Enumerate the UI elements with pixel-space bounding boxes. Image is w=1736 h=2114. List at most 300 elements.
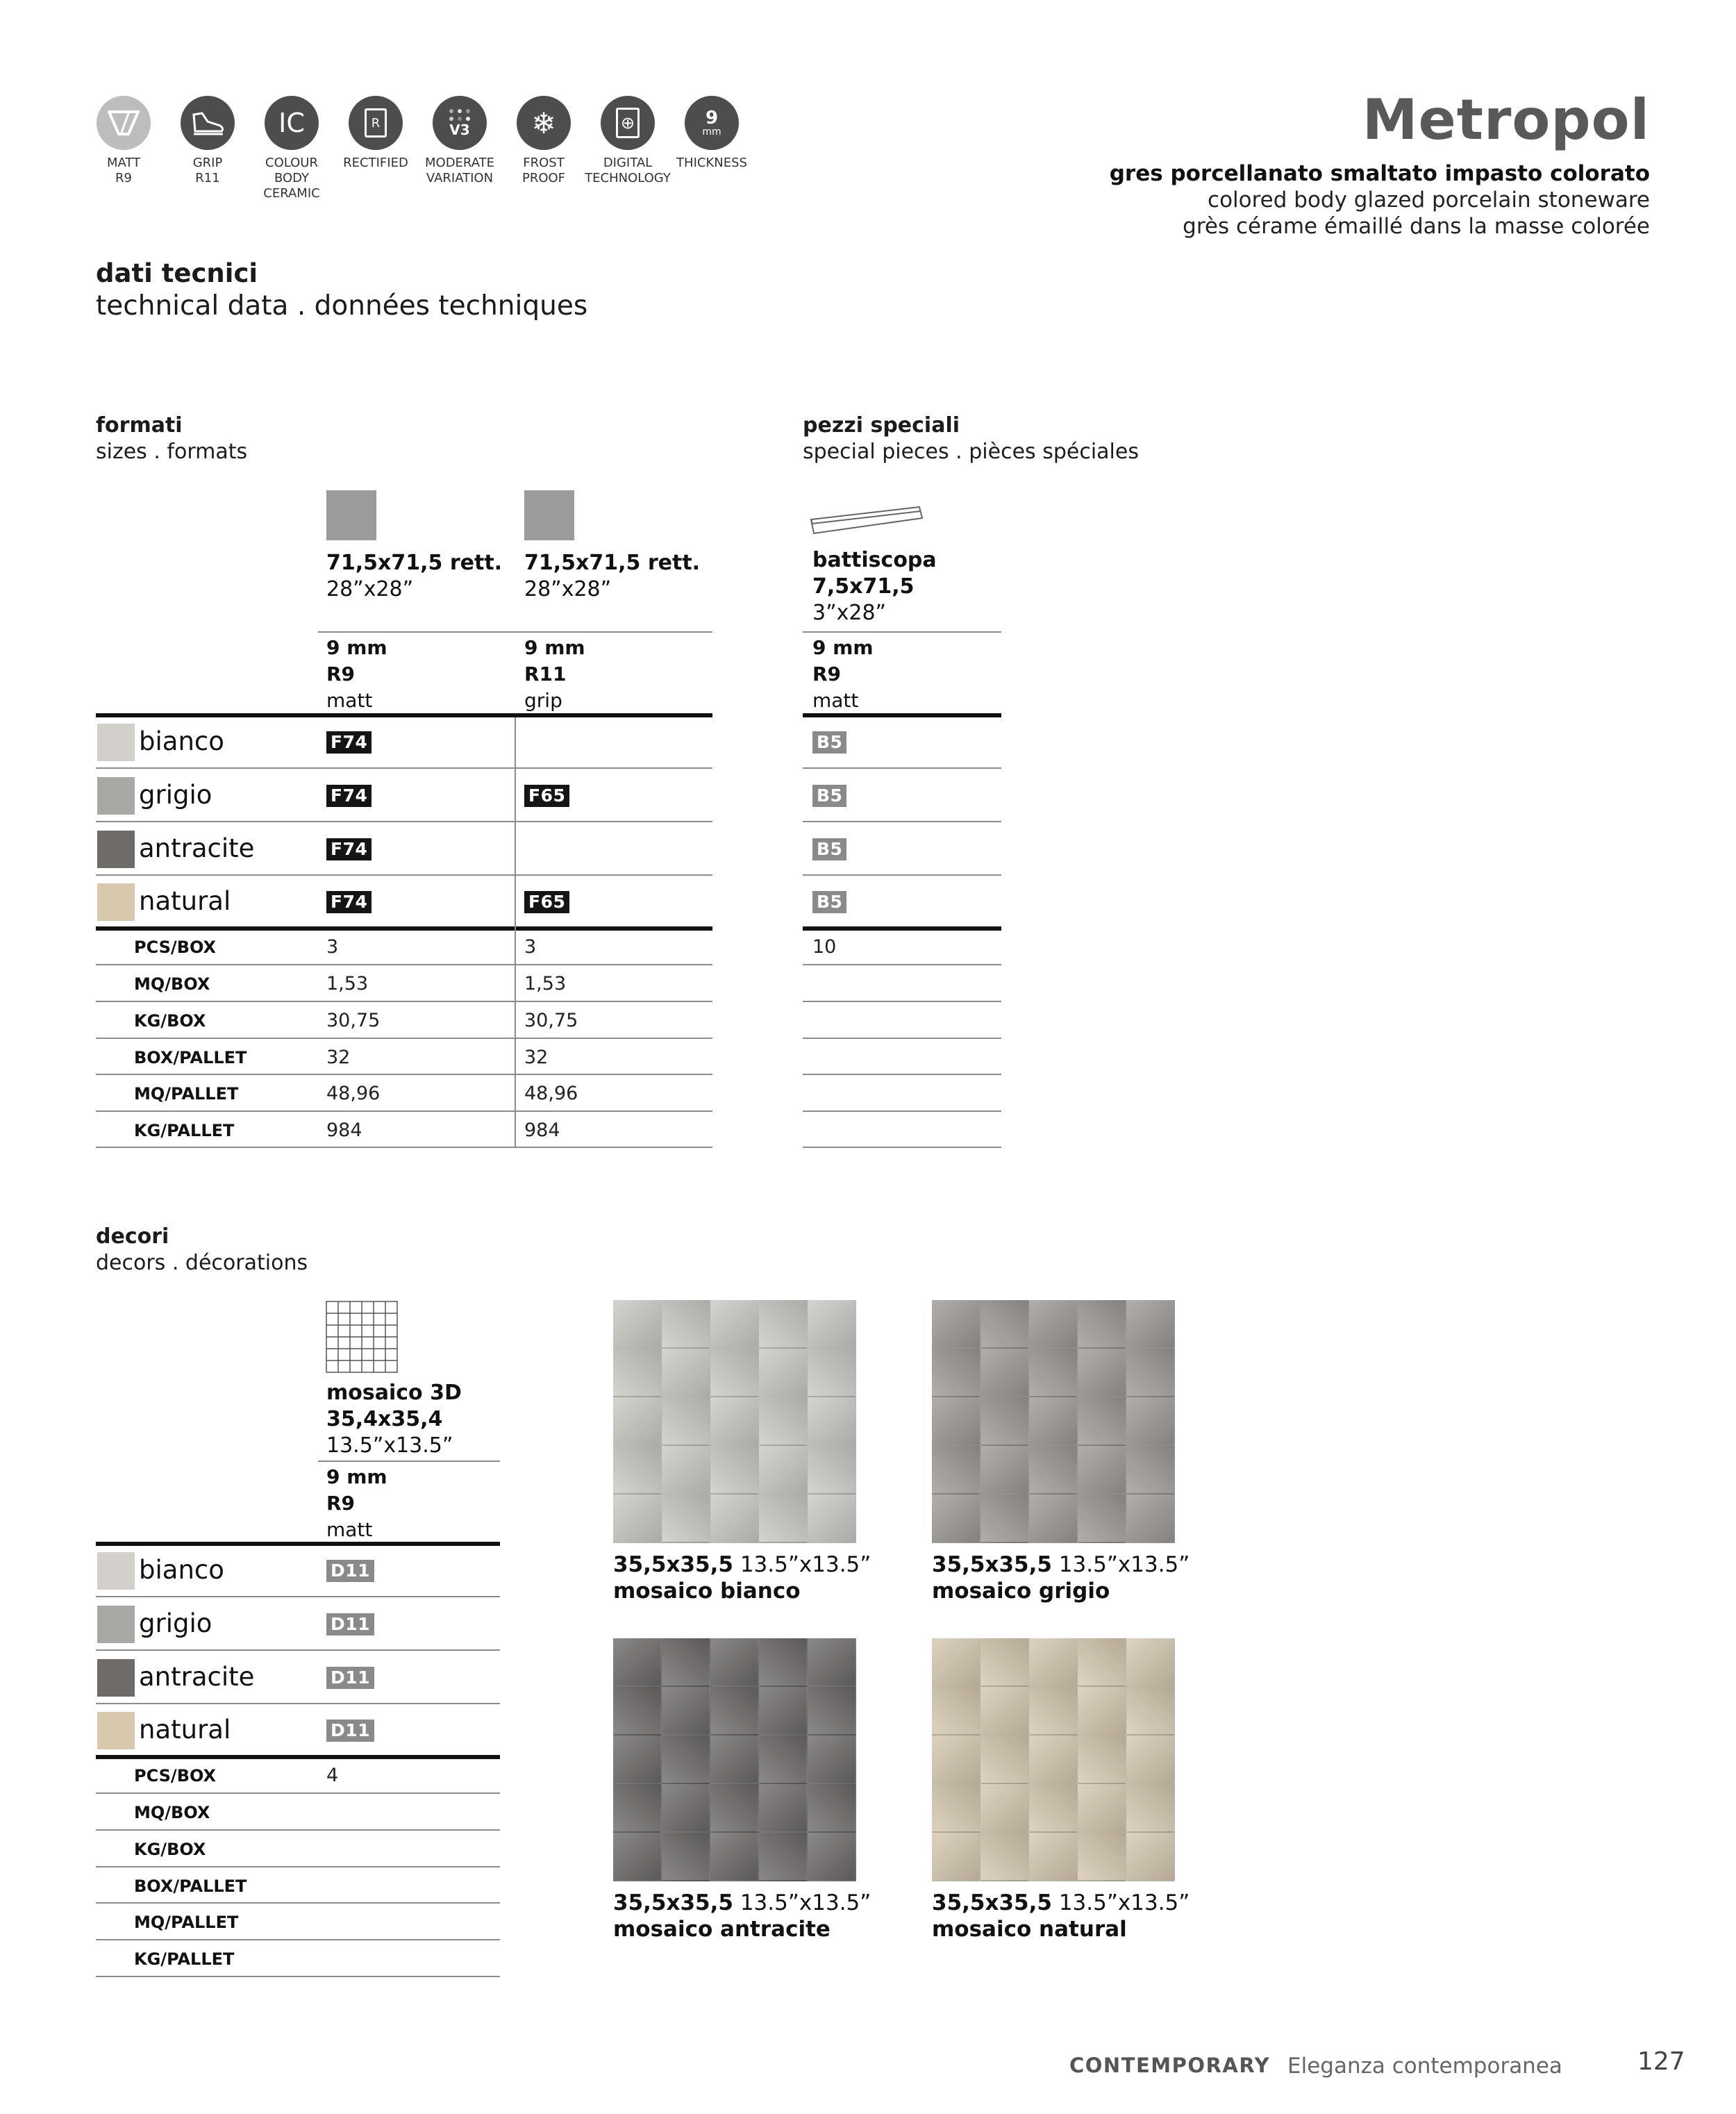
divider bbox=[803, 1074, 1001, 1075]
mosaic-size: 35,5x35,5 bbox=[932, 1890, 1052, 1915]
thickness-value: 9 bbox=[705, 108, 719, 128]
divider bbox=[96, 926, 712, 931]
mosaic-tile bbox=[759, 1495, 808, 1543]
subtitle-french: grès cérame émaillé dans la masse colorée bbox=[1183, 214, 1650, 239]
mosaic-tile bbox=[613, 1495, 662, 1543]
mosaic-tile bbox=[710, 1446, 759, 1495]
mosaic-tile bbox=[613, 1446, 662, 1495]
packing-label: MQ/BOX bbox=[134, 1803, 210, 1822]
mosaic-name: mosaico antracite bbox=[613, 1917, 831, 1942]
mosaic-tile bbox=[808, 1687, 856, 1736]
mosaic-tile bbox=[1126, 1833, 1175, 1881]
color-swatch-antracite bbox=[97, 1659, 135, 1697]
mosaic-size: 35,5x35,5 bbox=[932, 1552, 1052, 1577]
divider bbox=[96, 1038, 712, 1039]
mosaic-tile bbox=[1029, 1833, 1078, 1881]
packing-label: PCS/BOX bbox=[134, 1766, 217, 1786]
packing-label: MQ/PALLET bbox=[134, 1084, 239, 1104]
divider bbox=[96, 1074, 712, 1075]
mosaic-tile bbox=[710, 1687, 759, 1736]
mosaic-tile bbox=[932, 1784, 980, 1833]
mosaic-tile bbox=[759, 1736, 808, 1784]
mosaic-tile bbox=[1126, 1784, 1175, 1833]
divider bbox=[318, 1460, 500, 1462]
divider bbox=[803, 767, 1001, 769]
packing-label: BOX/PALLET bbox=[134, 1876, 247, 1896]
divider bbox=[803, 631, 1001, 633]
code-badge: F74 bbox=[326, 785, 372, 807]
code-badge: B5 bbox=[812, 838, 846, 860]
code-badge: D11 bbox=[326, 1560, 374, 1582]
mosaic-tile bbox=[1078, 1446, 1126, 1495]
decori-inches: 13.5”x13.5” bbox=[326, 1433, 453, 1458]
feature-thickness bbox=[676, 96, 747, 170]
mosaic-tile bbox=[710, 1736, 759, 1784]
mosaic-tile bbox=[980, 1687, 1029, 1736]
mosaic-tile bbox=[808, 1446, 856, 1495]
mosaic-tile bbox=[1029, 1736, 1078, 1784]
code-badge: D11 bbox=[326, 1720, 374, 1742]
decori-rating: R9 bbox=[326, 1492, 356, 1515]
divider bbox=[96, 1792, 500, 1794]
packing-value: 984 bbox=[326, 1120, 362, 1141]
subtitle-italian: gres porcellanato smaltato impasto colorato bbox=[1109, 161, 1650, 186]
mosaic-tile bbox=[662, 1784, 710, 1833]
mosaic-size: 35,5x35,5 bbox=[613, 1890, 733, 1915]
color-swatch-antracite bbox=[97, 831, 135, 868]
feature-variation bbox=[425, 96, 494, 185]
divider bbox=[318, 631, 712, 633]
mosaic-tile bbox=[613, 1349, 662, 1397]
feature-sublabel: TECHNOLOGY bbox=[585, 171, 671, 185]
mosaic-tile bbox=[808, 1397, 856, 1446]
skirting-icon bbox=[810, 503, 928, 544]
page-number: 127 bbox=[1637, 2047, 1685, 2076]
code-badge: F65 bbox=[524, 891, 569, 913]
mosaic-tile bbox=[1126, 1446, 1175, 1495]
mosaic-tile bbox=[1029, 1638, 1078, 1687]
format-rating: R9 bbox=[326, 663, 356, 685]
mosaic-image-grigio bbox=[932, 1300, 1175, 1543]
packing-label: BOX/PALLET bbox=[134, 1048, 247, 1067]
rectified-symbol: R bbox=[365, 108, 387, 138]
color-name: bianco bbox=[139, 1555, 224, 1585]
mosaic-tile bbox=[1078, 1638, 1126, 1687]
variation-icon bbox=[433, 96, 487, 150]
mosaic-tile bbox=[613, 1638, 662, 1687]
pezzi-size: 7,5x71,5 bbox=[812, 574, 915, 599]
divider bbox=[803, 926, 1001, 931]
tile-size-icon bbox=[524, 490, 574, 540]
divider bbox=[96, 1703, 500, 1704]
mosaic-name: mosaico grigio bbox=[932, 1579, 1110, 1604]
format-size: 71,5x71,5 rett. bbox=[326, 551, 503, 575]
column-divider bbox=[515, 717, 516, 1148]
subtitle-english: colored body glazed porcelain stoneware bbox=[1208, 188, 1650, 213]
feature-matt bbox=[96, 96, 151, 185]
decori-spec bbox=[326, 1464, 387, 1543]
mosaic-caption bbox=[932, 1551, 1190, 1604]
mosaic-tile bbox=[1029, 1446, 1078, 1495]
mosaic-tile bbox=[1078, 1300, 1126, 1349]
formati-title: formati bbox=[96, 413, 183, 438]
decori-title: decori bbox=[96, 1224, 169, 1249]
code-badge: B5 bbox=[812, 731, 846, 754]
mosaic-tile bbox=[808, 1638, 856, 1687]
mosaic-image-antracite bbox=[613, 1638, 856, 1881]
tile-size-icon bbox=[326, 490, 376, 540]
divider bbox=[803, 821, 1001, 822]
section-title: dati tecnici bbox=[96, 258, 258, 288]
mosaic-tile bbox=[808, 1784, 856, 1833]
mosaic-tile bbox=[613, 1687, 662, 1736]
format-inches: 28”x28” bbox=[524, 577, 612, 601]
mosaic-tile bbox=[980, 1833, 1029, 1881]
format-inches: 28”x28” bbox=[326, 577, 414, 601]
page-title: Metropol bbox=[1362, 88, 1650, 152]
divider bbox=[96, 1866, 500, 1867]
divider bbox=[803, 1110, 1001, 1112]
color-name: grigio bbox=[139, 780, 212, 810]
divider bbox=[96, 964, 712, 965]
format-header bbox=[326, 550, 502, 603]
mosaic-tile bbox=[1078, 1833, 1126, 1881]
formati-subtitle: sizes . formats bbox=[96, 440, 248, 464]
mosaic-tile bbox=[980, 1638, 1029, 1687]
mosaic-tile bbox=[932, 1495, 980, 1543]
decori-subtitle: decors . décorations bbox=[96, 1251, 308, 1275]
mosaic-tile bbox=[662, 1397, 710, 1446]
code-badge: F65 bbox=[524, 785, 569, 807]
packing-label: KG/PALLET bbox=[134, 1121, 235, 1140]
packing-value: 4 bbox=[326, 1765, 339, 1786]
feature-sublabel: R9 bbox=[115, 171, 132, 185]
format-thickness: 9 mm bbox=[326, 636, 387, 659]
feature-digital bbox=[585, 96, 671, 185]
packing-value: 3 bbox=[326, 936, 339, 958]
mosaic-tile bbox=[808, 1495, 856, 1543]
mosaic-tile bbox=[613, 1397, 662, 1446]
color-swatch-grigio bbox=[97, 1606, 135, 1643]
color-swatch-natural bbox=[97, 1712, 135, 1749]
color-name: natural bbox=[139, 886, 231, 916]
pezzi-header bbox=[812, 547, 937, 626]
feature-label: GRIP bbox=[192, 156, 223, 170]
feature-label: MATT bbox=[106, 156, 141, 170]
mosaic-tile bbox=[980, 1349, 1029, 1397]
matt-icon bbox=[97, 96, 151, 150]
feature-sublabel: R11 bbox=[195, 171, 220, 185]
format-finish: grip bbox=[524, 689, 562, 712]
mosaic-tile bbox=[1029, 1495, 1078, 1543]
divider bbox=[96, 1596, 500, 1597]
packing-value: 48,96 bbox=[326, 1083, 381, 1104]
mosaic-tile bbox=[662, 1833, 710, 1881]
packing-value: 10 bbox=[812, 936, 837, 958]
mosaic-tile bbox=[808, 1833, 856, 1881]
mosaic-tile bbox=[980, 1495, 1029, 1543]
mosaic-tile bbox=[1078, 1349, 1126, 1397]
decori-finish: matt bbox=[326, 1518, 373, 1541]
color-name: natural bbox=[139, 1715, 231, 1745]
mosaic-tile bbox=[710, 1638, 759, 1687]
packing-value: 984 bbox=[524, 1120, 560, 1141]
mosaic-tile bbox=[662, 1349, 710, 1397]
pezzi-title: pezzi speciali bbox=[803, 413, 960, 438]
feature-sublabel: CERAMIC bbox=[263, 186, 320, 201]
mosaic-tile bbox=[808, 1349, 856, 1397]
mosaic-tile bbox=[759, 1397, 808, 1446]
mosaic-caption bbox=[932, 1890, 1190, 1942]
ic-symbol: IC bbox=[278, 108, 305, 138]
pezzi-rating: R9 bbox=[812, 663, 842, 685]
pezzi-inches: 3”x28” bbox=[812, 601, 887, 625]
rectified-icon bbox=[349, 96, 403, 150]
divider bbox=[96, 1829, 500, 1831]
feature-label: COLOUR bbox=[265, 156, 318, 170]
decori-size: 35,4x35,4 bbox=[326, 1407, 443, 1431]
mosaic-tile bbox=[613, 1833, 662, 1881]
divider bbox=[96, 821, 712, 822]
pezzi-thickness: 9 mm bbox=[812, 636, 874, 659]
pezzi-spec bbox=[812, 635, 874, 714]
mosaic-tile bbox=[759, 1833, 808, 1881]
mosaic-tile bbox=[662, 1638, 710, 1687]
mosaic-caption bbox=[613, 1890, 871, 1942]
feature-rectified bbox=[343, 96, 408, 170]
mosaic-inches: 13.5”x13.5” bbox=[740, 1552, 871, 1577]
mosaic-tile bbox=[980, 1397, 1029, 1446]
mosaic-tile bbox=[932, 1833, 980, 1881]
code-badge: F74 bbox=[326, 891, 372, 913]
divider bbox=[96, 1902, 500, 1904]
mosaic-tile bbox=[1029, 1784, 1078, 1833]
divider bbox=[96, 1542, 500, 1546]
feature-label: FROST bbox=[523, 156, 565, 170]
thickness-unit: mm bbox=[702, 126, 721, 138]
divider bbox=[96, 1939, 500, 1940]
divider bbox=[96, 874, 712, 876]
packing-value: 3 bbox=[524, 936, 537, 958]
mosaic-tile bbox=[710, 1833, 759, 1881]
packing-value: 1,53 bbox=[326, 973, 369, 994]
divider bbox=[96, 1001, 712, 1002]
feature-sublabel: VARIATION bbox=[426, 171, 494, 185]
mosaic-tile bbox=[1126, 1397, 1175, 1446]
decori-header bbox=[326, 1380, 462, 1459]
mosaic-tile bbox=[759, 1446, 808, 1495]
divider bbox=[96, 1976, 500, 1977]
color-swatch-grigio bbox=[97, 777, 135, 815]
mosaic-size: 35,5x35,5 bbox=[613, 1552, 733, 1577]
mosaic-tile bbox=[1126, 1736, 1175, 1784]
color-name: grigio bbox=[139, 1608, 212, 1638]
color-name: antracite bbox=[139, 833, 255, 863]
thickness-icon bbox=[685, 96, 739, 150]
packing-value: 48,96 bbox=[524, 1083, 578, 1104]
feature-sublabel: BODY bbox=[274, 171, 310, 185]
packing-value: 30,75 bbox=[326, 1010, 381, 1031]
mosaic-tile bbox=[759, 1349, 808, 1397]
mosaic-tile bbox=[1126, 1687, 1175, 1736]
packing-label: PCS/BOX bbox=[134, 938, 217, 957]
packing-value: 32 bbox=[326, 1047, 351, 1068]
mosaic-tile bbox=[759, 1300, 808, 1349]
mosaic-tile bbox=[759, 1784, 808, 1833]
mosaic-tile bbox=[710, 1349, 759, 1397]
mosaic-tile bbox=[662, 1687, 710, 1736]
mosaic-tile bbox=[710, 1495, 759, 1543]
divider bbox=[803, 713, 1001, 717]
pezzi-finish: matt bbox=[812, 689, 859, 712]
format-spec bbox=[524, 635, 585, 714]
mosaic-tile bbox=[1126, 1638, 1175, 1687]
mosaic-tile bbox=[932, 1687, 980, 1736]
mosaic-tile bbox=[1126, 1349, 1175, 1397]
code-badge: D11 bbox=[326, 1667, 374, 1689]
mosaic-tile bbox=[613, 1736, 662, 1784]
mosaic-tile bbox=[932, 1397, 980, 1446]
mosaic-tile bbox=[759, 1638, 808, 1687]
color-name: antracite bbox=[139, 1662, 255, 1692]
color-name: bianco bbox=[139, 726, 224, 756]
divider bbox=[96, 767, 712, 769]
mosaic-tile bbox=[710, 1300, 759, 1349]
mosaic-caption bbox=[613, 1551, 871, 1604]
mosaic-inches: 13.5”x13.5” bbox=[1058, 1890, 1190, 1915]
pezzi-subtitle: special pieces . pièces spéciales bbox=[803, 440, 1139, 464]
decori-name: mosaico 3D bbox=[326, 1381, 462, 1405]
mosaic-tile bbox=[932, 1300, 980, 1349]
divider bbox=[96, 1649, 500, 1651]
divider bbox=[803, 1038, 1001, 1039]
mosaic-tile bbox=[662, 1736, 710, 1784]
digital-symbol: ⊕ bbox=[616, 108, 640, 138]
color-swatch-natural bbox=[97, 883, 135, 921]
format-spec bbox=[326, 635, 387, 714]
packing-label: KG/BOX bbox=[134, 1840, 206, 1859]
format-size: 71,5x71,5 rett. bbox=[524, 551, 701, 575]
mosaic-tile bbox=[613, 1784, 662, 1833]
format-header bbox=[524, 550, 700, 603]
feature-frost bbox=[516, 96, 571, 185]
mosaic-image-natural bbox=[932, 1638, 1175, 1881]
mosaic-name: mosaico natural bbox=[932, 1917, 1127, 1942]
mosaic-tile bbox=[662, 1446, 710, 1495]
divider bbox=[803, 964, 1001, 965]
mosaic-tile bbox=[980, 1300, 1029, 1349]
feature-grip bbox=[180, 96, 235, 185]
shoe-grip-icon bbox=[181, 96, 235, 150]
pezzi-name: battiscopa bbox=[812, 548, 937, 572]
code-badge: F74 bbox=[326, 731, 372, 754]
divider bbox=[803, 1147, 1001, 1148]
feature-label: RECTIFIED bbox=[343, 156, 408, 170]
mosaic-tile bbox=[1126, 1495, 1175, 1543]
divider bbox=[96, 1110, 712, 1112]
mosaic-tile bbox=[1029, 1300, 1078, 1349]
mosaic-tile bbox=[980, 1784, 1029, 1833]
feature-label: MODERATE bbox=[425, 156, 494, 170]
mosaic-tile bbox=[932, 1349, 980, 1397]
mosaic-tile bbox=[662, 1495, 710, 1543]
code-badge: D11 bbox=[326, 1613, 374, 1636]
mosaic-inches: 13.5”x13.5” bbox=[740, 1890, 871, 1915]
code-badge: F74 bbox=[326, 838, 372, 860]
divider bbox=[96, 713, 712, 717]
packing-value: 30,75 bbox=[524, 1010, 578, 1031]
mosaic-grid-icon bbox=[326, 1301, 398, 1373]
packing-label: MQ/BOX bbox=[134, 974, 210, 994]
packing-label: KG/PALLET bbox=[134, 1949, 235, 1969]
ic-icon bbox=[265, 96, 319, 150]
code-badge: B5 bbox=[812, 891, 846, 913]
format-rating: R11 bbox=[524, 663, 567, 685]
code-badge: B5 bbox=[812, 785, 846, 807]
feature-label: DIGITAL bbox=[603, 156, 653, 170]
mosaic-tile bbox=[808, 1300, 856, 1349]
format-finish: matt bbox=[326, 689, 373, 712]
divider bbox=[96, 1755, 500, 1759]
mosaic-inches: 13.5”x13.5” bbox=[1058, 1552, 1190, 1577]
divider bbox=[803, 874, 1001, 876]
packing-value: 1,53 bbox=[524, 973, 567, 994]
mosaic-tile bbox=[1126, 1300, 1175, 1349]
footer-brand: CONTEMPORARY bbox=[1069, 2054, 1271, 2077]
mosaic-tile bbox=[1078, 1736, 1126, 1784]
mosaic-tile bbox=[759, 1687, 808, 1736]
mosaic-tile bbox=[613, 1300, 662, 1349]
color-swatch-bianco bbox=[97, 724, 135, 761]
snowflake-icon bbox=[517, 96, 571, 150]
digital-icon bbox=[601, 96, 655, 150]
divider bbox=[96, 1147, 712, 1148]
format-thickness: 9 mm bbox=[524, 636, 585, 659]
snowflake-symbol: ❄ bbox=[531, 106, 556, 140]
mosaic-name: mosaico bianco bbox=[613, 1579, 801, 1604]
decori-thickness: 9 mm bbox=[326, 1465, 387, 1488]
mosaic-tile bbox=[1078, 1687, 1126, 1736]
mosaic-tile bbox=[932, 1736, 980, 1784]
mosaic-tile bbox=[808, 1736, 856, 1784]
mosaic-tile bbox=[1078, 1397, 1126, 1446]
mosaic-tile bbox=[1029, 1687, 1078, 1736]
footer-tagline: Eleganza contemporanea bbox=[1287, 2054, 1562, 2079]
mosaic-tile bbox=[710, 1784, 759, 1833]
mosaic-tile bbox=[1029, 1349, 1078, 1397]
mosaic-tile bbox=[662, 1300, 710, 1349]
packing-label: MQ/PALLET bbox=[134, 1913, 239, 1932]
mosaic-tile bbox=[932, 1446, 980, 1495]
mosaic-tile bbox=[1078, 1495, 1126, 1543]
feature-label: THICKNESS bbox=[676, 156, 747, 170]
mosaic-tile bbox=[932, 1638, 980, 1687]
feature-colour-body bbox=[263, 96, 320, 201]
mosaic-tile bbox=[1078, 1784, 1126, 1833]
mosaic-image-bianco bbox=[613, 1300, 856, 1543]
color-swatch-bianco bbox=[97, 1552, 135, 1590]
divider bbox=[803, 1001, 1001, 1002]
mosaic-tile bbox=[980, 1736, 1029, 1784]
feature-sublabel: PROOF bbox=[521, 171, 566, 185]
mosaic-tile bbox=[980, 1446, 1029, 1495]
section-subtitle: technical data . données techniques bbox=[96, 290, 588, 322]
mosaic-tile bbox=[1029, 1397, 1078, 1446]
mosaic-tile bbox=[710, 1397, 759, 1446]
packing-label: KG/BOX bbox=[134, 1011, 206, 1031]
packing-value: 32 bbox=[524, 1047, 549, 1068]
variation-symbol: V3 bbox=[449, 122, 470, 138]
